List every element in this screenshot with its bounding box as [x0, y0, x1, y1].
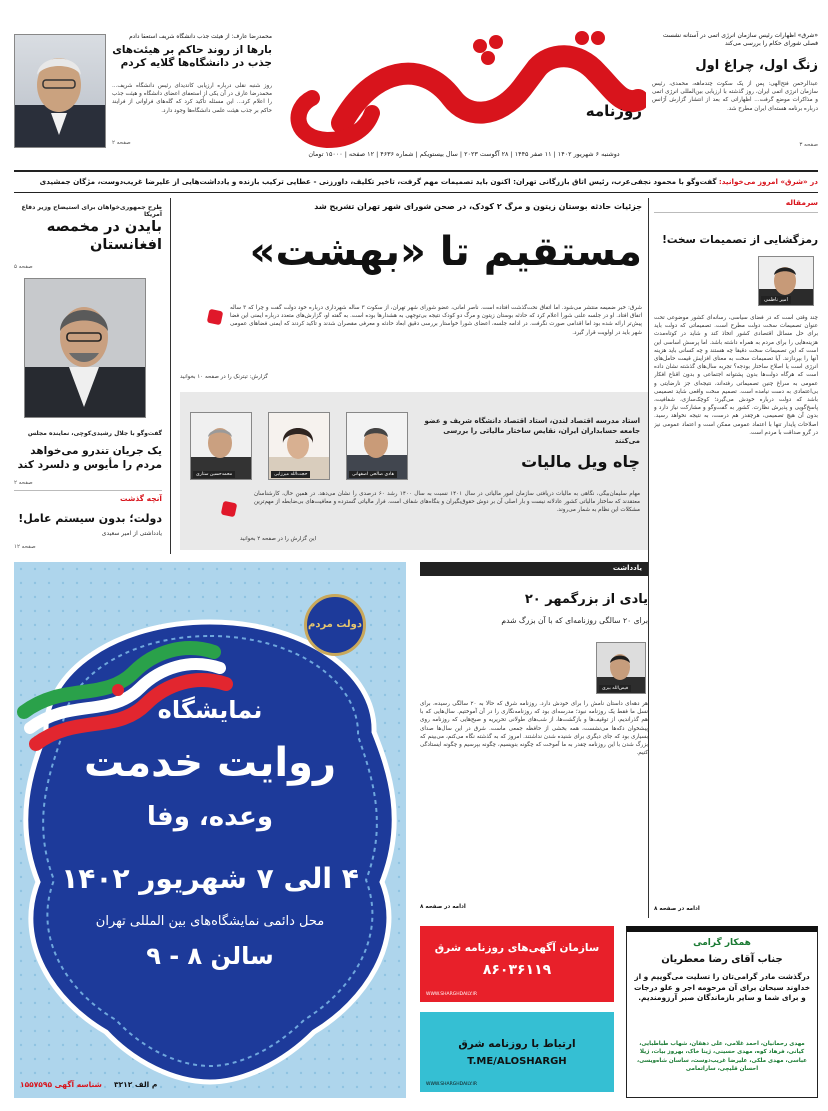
arefi-page: صفحه ۲	[112, 140, 131, 146]
col-divider-left	[170, 198, 171, 554]
arefi-photo	[14, 34, 106, 148]
nuclear-kicker: «شرق» اظهارات رئیس سازمان انرژی اتمی در آستانه نشست فصلی شورای حکام را بررسی می‌کند	[662, 32, 818, 47]
editorial-continued[interactable]: ادامه در صفحه ۸	[654, 906, 700, 912]
interview-kicker: گفت‌وگو با جلال رشیدی‌کوچی، نماینده مجلس	[27, 430, 162, 437]
tax-photo-2-caption: حجت‌الله میرزایی	[271, 471, 310, 478]
biden-headline[interactable]: بایدن در مخمصه افغانستان	[46, 219, 162, 253]
tax-headline[interactable]: چاه ویل مالیات	[521, 452, 640, 471]
lead-bullet-icon	[207, 309, 224, 326]
tax-photo-1	[346, 412, 408, 480]
ad-stamp	[304, 594, 366, 656]
lead-headline[interactable]: مستقیم تا «بهشت»	[249, 229, 642, 275]
index-text[interactable]: گفت‌وگو با محمود نجفی‌عرب، رئیس اتاق بازرگانی تهران: اکنون باید تصمیمات مهم گرفت، تاخیر تکلیف، داورزنی - عطایی ترکیب بازنده و یادداشت‌هایی از علیرضا غریب‌دوست، مژگان جمشیدی	[39, 177, 717, 186]
tax-photo-1-caption: هادی صالحی اصفهانی	[349, 471, 397, 478]
condolence-signers: مهدی رحمانیان، احمد غلامی، علی دهقان، شهاب طباطبایی، کیانی، فرهاد کوه، مهدی حسینی، ژینا خاک، بهروز بیات، ژیلا عباسی، مهدی ملکی، علیرضا غریب‌دوست، ساسان شاه‌ویسی، احسان قلیچی، ساراتمامی	[637, 1041, 807, 1073]
arefi-kicker: محمدرضا عارف: از هیئت جذب دانشگاه شریف استعفا دادم	[129, 34, 272, 40]
left-col-rule	[14, 490, 162, 491]
adbox-agency-title: سازمان آگهی‌های روزنامه شرق	[434, 942, 600, 954]
memo-body: هر دهه‌ای داستان نامش را برای خودش دارد. روزنامه شرق که حالا به ۲۰ سالگی رسیده، برای نسل ما فقط یک روزنامه نبود؛ مدرسه‌ای بود که روزنامه‌نگاری را در آن آموختیم. سال‌هایی که با هم گذراندیم، از توقیف‌ها و بازگشت‌ها، از شب‌های طولانی تحریریه و صبح‌هایی که روزنامه روی پیشخوان دکه‌ها می‌نشست، همه بخشی از حافظه جمعی ماست. شرق در این سال‌ها صدای بسیاری بود که جای دیگری برای شنیده شدن نداشتند. امروز که به گذشته نگاه می‌کنم، می‌بینم که بزرگ شدن با این روزنامه چقدر به ما آموخت که چگونه بنویسیم، چگونه بپرسیم و چگونه ایستادگی کنیم.	[420, 701, 648, 757]
biden-photo	[24, 278, 146, 418]
lead-reporter[interactable]: گزارش: تیترنک را در صفحه ۱۰ بخوانید	[180, 374, 268, 380]
ad-title-2: روایت خدمت	[84, 740, 336, 786]
exhibition-ad[interactable]	[14, 562, 406, 1098]
memo-section: یادداشت	[612, 564, 642, 572]
dateline: دوشنبه ۶ شهریور ۱۴۰۲ | ۱۱ صفر ۱۴۴۵ | ۲۸ آگوست ۲۰۲۳ | سال بیستویکم | شماره ۴۶۳۶ | ۱۲ صفحه | ۱۵۰۰۰ تومان	[308, 150, 620, 158]
tax-photo-3	[190, 412, 252, 480]
biden-kicker: طرح جمهوری‌خواهان برای استیضاح وزیر دفاع آمریکا	[21, 204, 162, 218]
ad-title-1: نمایشگاه	[157, 696, 263, 724]
condolence-name: جناب آقای رضا معطریان	[661, 954, 783, 965]
tax-box	[180, 392, 648, 550]
lead-kicker: جزئیات حادثه بوستان زیتون و مرگ ۲ کودک، در صحن شورای شهر تهران تشریح شد	[314, 202, 642, 211]
ad-venue: محل دائمی نمایشگاه‌های بین المللی تهران	[95, 914, 325, 929]
memo-author-caption: فیض‌الله بیری	[599, 685, 631, 692]
editorial-author-caption: امیر ناظمی	[761, 296, 791, 304]
tax-reporter[interactable]: این گزارش را در صفحه ۲ بخوانید	[240, 536, 317, 542]
adbox-contact-handle: T.ME/ALOSHARGH	[467, 1056, 567, 1067]
memo-headline[interactable]: یادی از بزرگمهر ۲۰	[524, 592, 648, 607]
tax-body: مهام سلیمان‌بیگی، نگاهی به مالیات دریافتی سازمان امور مالیاتی در سال ۱۴۰۱ نسبت به سال ۱۴۰۰ رشد ۶۰ درصدی را نشان می‌دهد. در همین حال، کارشناسان معتقدند که ساختار مالیاتی کشور عادلانه نیست و بار اصلی آن بر دوش حقوق‌بگیران و بنگاه‌های شفاف است. فرار مالیاتی گسترده و معافیت‌های بی‌ضابطه از مهم‌ترین مشکلات این نظام به شمار می‌روند.	[254, 491, 640, 514]
ad-footer-right: شناسه آگهی ۱۵۵۷۵۹۵	[20, 1080, 102, 1089]
arefi-headline[interactable]: بارها از روند حاکم بر هیئت‌های جذب در دانشگاه‌ها گلایه کردم	[112, 44, 272, 69]
tax-bullet-icon	[221, 501, 238, 518]
memo-kicker: برای ۲۰ سالگی روزنامه‌ای که با آن بزرگ شدم	[501, 616, 648, 625]
prev-page: صفحه ۱۲	[14, 544, 36, 550]
editorial-rule	[654, 212, 818, 213]
prev-author: یادداشتی از امیر سعیدی	[101, 530, 162, 537]
editorial-body: چند وقتی است که در فضای سیاسی، رسانه‌ای کشور موضوعی تحت عنوان تصمیمات سخت دولت مطرح است. تصمیماتی که دولت باید برای حل مسائل اقتصادی کشور اتخاذ کند و شاید در کوتاه‌مدت هزینه‌هایی را برای مردم به همراه داشته باشد. اما پرسش اساسی این است که این تصمیمات سخت دقیقا چه هستند و چه کسانی باید هزینه آنها را بپردازند. آیا تصمیمات سخت به معنای افزایش قیمت حامل‌های انرژی است یا اصلاح ساختار بودجه؟ تجربه سال‌های گذشته نشان داده است که هرگاه دولت‌ها بدون پشتوانه اجتماعی و بدون اقناع افکار عمومی به سراغ چنین تصمیماتی رفته‌اند، نتیجه‌ای جز نارضایتی و بی‌اعتمادی به دست نیامده است. تصمیم سخت واقعی شاید تصمیمی باشد که دولت درباره خودش می‌گیرد؛ کوچک‌سازی، شفافیت، پاسخ‌گویی و پذیرش نظارت. کشور به گفت‌وگو و مشارکت نیاز دارد و بدون آن هیچ تصمیمی، هرچقدر هم درست، به نتیجه نخواهد رسید. اصلاحات پایدار تنها با اعتماد عمومی ممکن است و اعتماد عمومی نیز در گرو صداقت با مردم است.	[654, 315, 818, 436]
index-bar	[14, 174, 818, 190]
adbox-contact[interactable]	[420, 1012, 614, 1092]
nuclear-body: عبدالرحمن فتح‌الهی: پس از یک سکوت چندماهه، محمدی، رئیس سازمان انرژی اتمی ایران، روز گذشته با ارزیابی بین‌المللی انرژی اتمی و مذاکرات موضع گرفت... اظهاراتی که بعد از انتشار گزارش آژانس درباره برنامه هسته‌ای ایران مطرح شد.	[652, 81, 818, 112]
ad-dates: ۴ الی ۷ شهریور ۱۴۰۲	[61, 862, 359, 895]
memo-column	[420, 562, 648, 918]
index-rule-top	[14, 170, 818, 172]
editorial-section: سرمقاله	[785, 198, 818, 207]
ad-footer-left: م الف ۳۲۱۲	[114, 1080, 158, 1089]
editorial-column	[654, 198, 818, 918]
index-rule-bottom	[14, 192, 818, 193]
adbox-contact-url: WWW.SHARGHDAILY.IR	[426, 1082, 478, 1087]
adbox-contact-title: ارتباط با روزنامه شرق	[458, 1038, 576, 1050]
logo-mark	[282, 28, 646, 148]
condolence-title: همکار گرامی	[693, 938, 751, 948]
masthead-logo	[282, 28, 646, 148]
arefi-body: روز شنبه نقلی درباره ارزیابی کاندیدای رئیس دانشگاه شریف... محمدرضا عارف در آن یکی از استعفای اعضای دانشگاه و هیئت جذب را اعلام کرد... این مسئله تأکید کرد که گله‌های فراوانی از فرایند حاکم بر جذب هیئت علمی دانشگاه‌ها وجود دارد.	[112, 83, 272, 114]
prev-headline[interactable]: دولت؛ بدون سیستم عامل!	[18, 512, 162, 525]
index-label: در «شرق» امروز می‌خوانید:	[718, 177, 818, 186]
editorial-author-photo	[758, 256, 814, 306]
ad-stamp-text: دولت مردم	[307, 619, 363, 630]
tax-photo-2	[268, 412, 330, 480]
interview-page: صفحه ۲	[14, 480, 33, 486]
nuclear-page: صفحه ۳	[799, 142, 818, 148]
interview-headline[interactable]: یک جریان تندرو می‌خواهد مردم را مأیوس و دلسرد کند	[17, 445, 162, 471]
editorial-headline[interactable]: رمزگشایی از تصمیمات سخت!	[662, 234, 818, 246]
nuclear-headline[interactable]: زنگ اول، چراغ اول	[695, 58, 818, 73]
memo-section-bar	[420, 562, 648, 576]
biden-page: صفحه ۵	[14, 264, 33, 270]
prev-section: آنچه گذشت	[120, 494, 162, 503]
memo-author-photo	[596, 642, 646, 694]
adbox-agency-url: WWW.SHARGHDAILY.IR	[426, 992, 478, 997]
tax-kicker: استاد مدرسه اقتصاد لندن، استاد اقتصاد دانشگاه شریف و عضو جامعه حسابداران ایران، نقایص ساختار مالیاتی را بررسی می‌کنند	[424, 417, 640, 445]
adbox-agency[interactable]	[420, 926, 614, 1002]
ad-title-3: وعده، وفا	[146, 802, 274, 832]
condolence-text: درگذشت مادر گرامی‌تان را تسلیت می‌گوییم و از خداوند سبحان برای آن مرحومه اجر و علو درجات و برای شما و سایر بازماندگان صبر آرزومندیم.	[633, 972, 811, 1002]
adbox-agency-phone: ۸۶۰۳۶۱۱۹	[482, 962, 552, 978]
memo-continued[interactable]: ادامه در صفحه ۸	[420, 904, 466, 910]
masthead	[282, 28, 646, 148]
col-divider-right	[648, 198, 649, 918]
ad-hall: سالن ۸ - ۹	[146, 942, 274, 970]
tax-photo-3-caption: محمدحسین ستاری	[193, 471, 235, 478]
lead-body: شرق: خبر ضمیمه منتشر می‌شود. اما اتفاق نحت‌گذشت افتاده است. ناصر امانی، عضو شورای شهر تهران، از سکوت ۳ ساله شهرداری درباره خود دولت گفت و چرا که ۳ ساله اتفاق افتاد. او در جلسه علنی شورا اعلام کرد که حادثه بوستان زیتون و مرگ دو کودک نتیجه بی‌توجهی به هشدارها بوده است. به گفته او، گزارش‌های متعدد درباره ایمنی این فضا پیش‌تر ارائه شده بود اما اقدامی صورت نگرفت. در ادامه جلسه، اعضای شورا خواستار بررسی دقیق ابعاد حادثه و معرفی مقصران شدند و تاکید کردند که ایمنی فضاهای عمومی شهر باید در اولویت قرار گیرد.	[230, 305, 642, 336]
logo-sub: روزنامه	[585, 102, 642, 120]
condolence-box	[626, 926, 818, 1098]
